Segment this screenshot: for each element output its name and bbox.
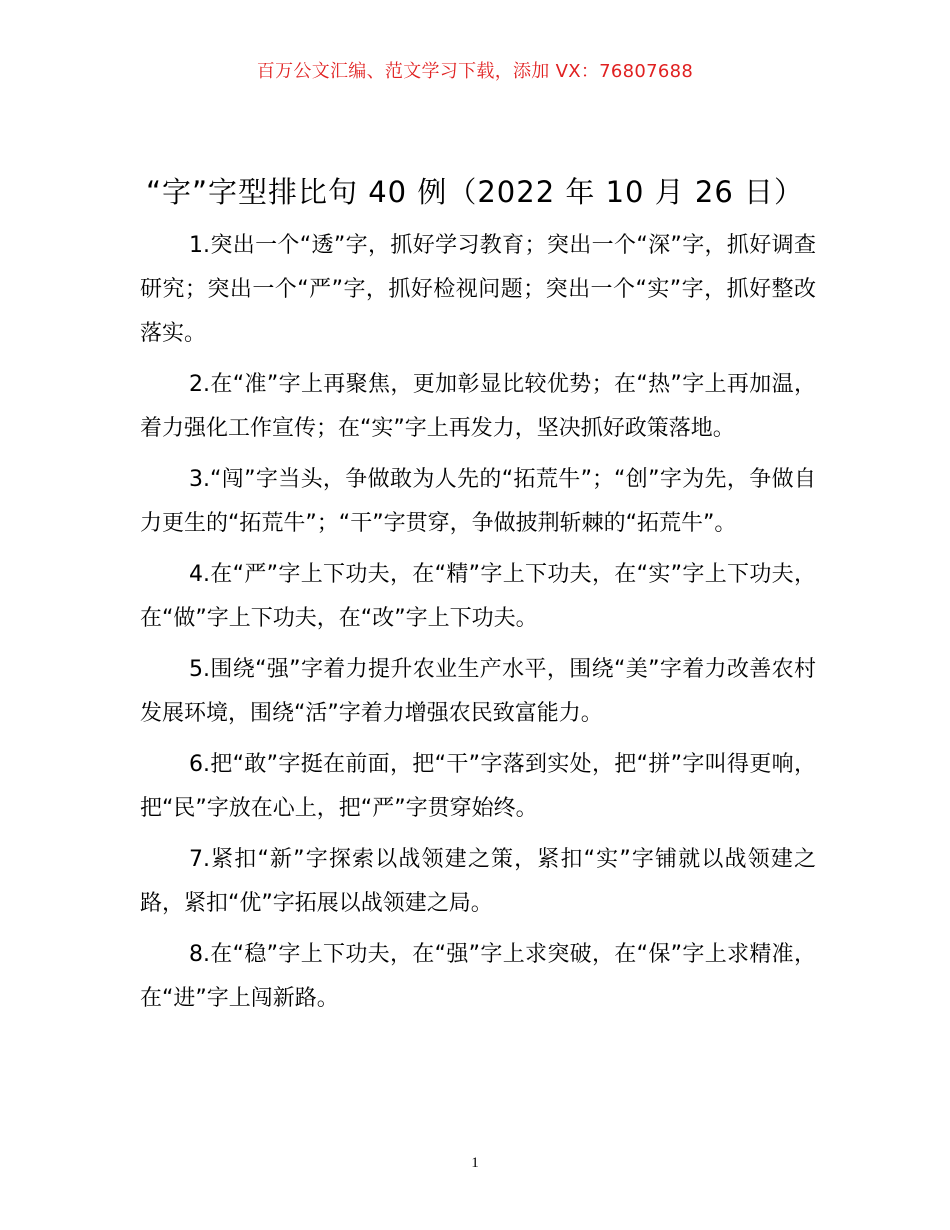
paragraph-5: 5.围绕“强”字着力提升农业生产水平，围绕“美”字着力改善农村发展环境，围绕“活”字着力增强农民致富能力。 (140, 657, 816, 726)
paragraph-7: 7.紧扣“新”字探索以战领建之策，紧扣“实”字铺就以战领建之路，紧扣“优”字拓展以战领建之局。 (140, 847, 816, 916)
paragraph-2: 2.在“准”字上再聚焦，更加彰显比较优势；在“热”字上再加温，着力强化工作宣传；在“实”字上再发力，坚决抓好政策落地。 (140, 372, 816, 441)
watermark-header: 百万公文汇编、范文学习下载，添加 VX：76807688 (256, 61, 694, 82)
paragraph-6: 6.把“敢”字挺在前面，把“干”字落到实处，把“拼”字叫得更响，把“民”字放在心上，把“严”字贯穿始终。 (140, 752, 816, 821)
paragraph-3: 3.“闯”字当头，争做敢为人先的“拓荒牛”；“创”字为先，争做自力更生的“拓荒牛”；“干”字贯穿，争做披荆斩棘的“拓荒牛”。 (140, 467, 816, 536)
page-number: 1 (471, 1155, 479, 1171)
paragraph-4: 4.在“严”字上下功夫，在“精”字上下功夫，在“实”字上下功夫，在“做”字上下功夫，在“改”字上下功夫。 (140, 562, 816, 631)
paragraph-1: 1.突出一个“透”字，抓好学习教育；突出一个“深”字，抓好调查研究；突出一个“严”字，抓好检视问题；突出一个“实”字，抓好整改落实。 (140, 233, 816, 346)
document-body (140, 224, 816, 1028)
document-title: “字”字型排比句 40 例（2022 年 10 月 26 日） (145, 175, 805, 209)
paragraph-8: 8.在“稳”字上下功夫，在“强”字上求突破，在“保”字上求精准，在“进”字上闯新路。 (140, 942, 816, 1011)
